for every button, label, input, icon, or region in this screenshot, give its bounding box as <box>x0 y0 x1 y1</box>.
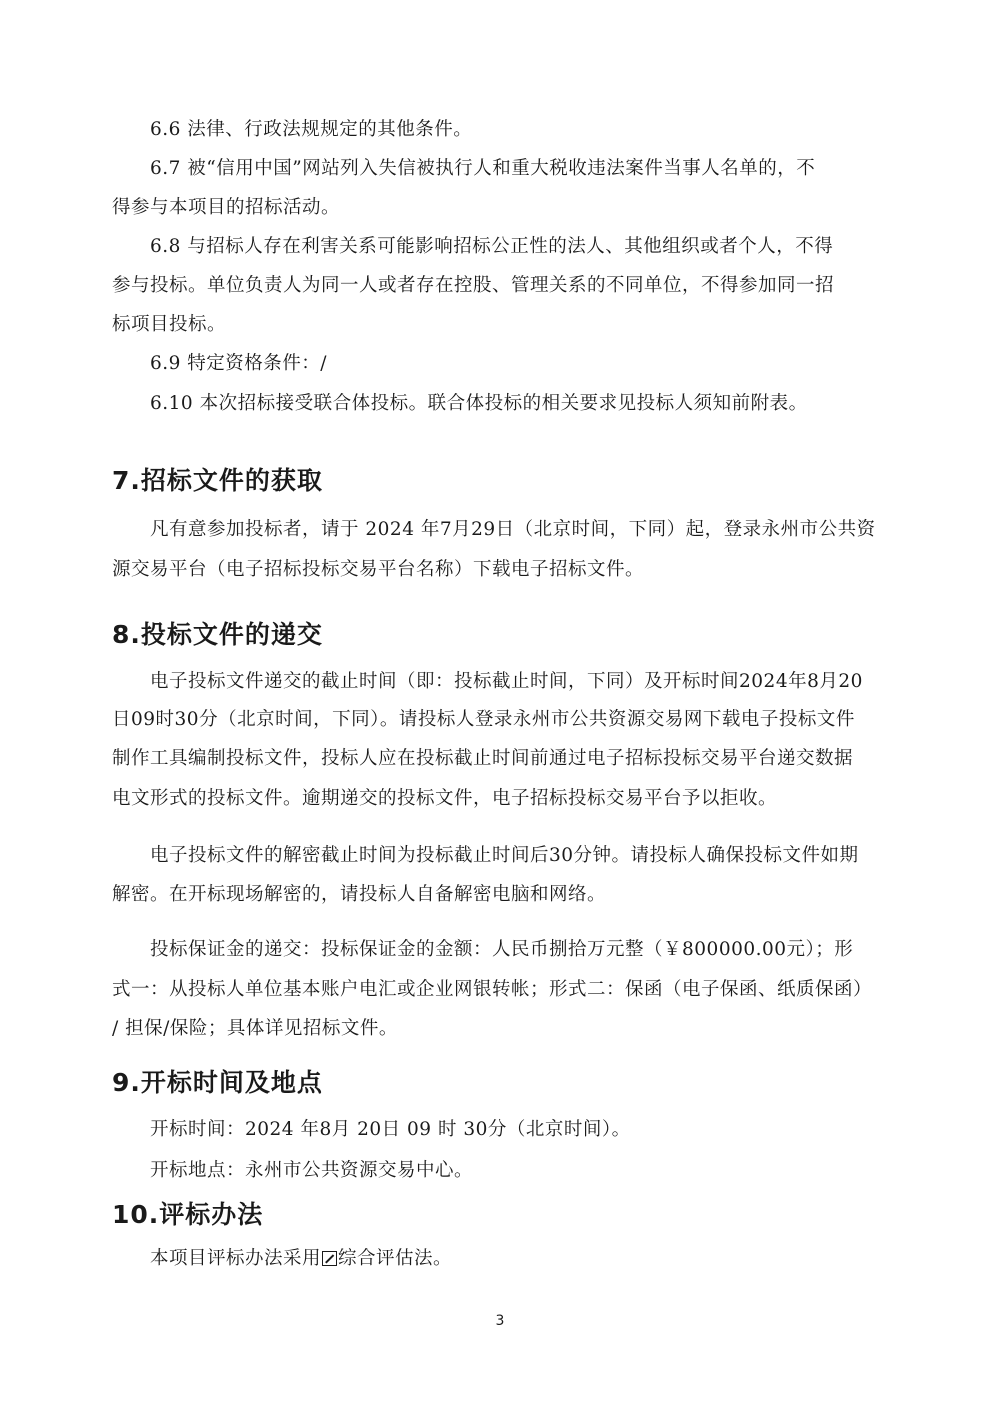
evaluation-method-prefix: 本项目评标办法采用 <box>150 1248 322 1269</box>
clause-6-8-line3: 标项目投标。 <box>112 314 227 335</box>
section-8-heading: 8.投标文件的递交 <box>112 620 323 649</box>
clause-6-6: 6.6 法律、行政法规规定的其他条件。 <box>150 119 473 140</box>
checked-box-icon <box>322 1251 337 1266</box>
section-9-heading: 9.开标时间及地点 <box>112 1068 323 1097</box>
evaluation-method <box>150 1246 452 1272</box>
clause-6-8-line1: 6.8 与招标人存在利害关系可能影响招标公正性的法人、其他组织或者个人，不得 <box>150 236 834 257</box>
clause-6-7-line1: 6.7 被“信用中国”网站列入失信被执行人和重大税收违法案件当事人名单的，不 <box>150 158 816 179</box>
page-number: 3 <box>495 1313 505 1329</box>
clause-6-8-line2: 参与投标。单位负责人为同一人或者存在控股、管理关系的不同单位，不得参加同一招 <box>112 275 835 296</box>
clause-6-7-line2: 得参与本项目的招标活动。 <box>112 197 341 218</box>
clause-6-10: 6.10 本次招标接受联合体投标。联合体投标的相关要求见投标人须知前附表。 <box>150 393 808 414</box>
section-7-heading: 7.招标文件的获取 <box>112 466 323 495</box>
section-8-p2-line2: 解密。在开标现场解密的，请投标人自备解密电脑和网络。 <box>112 884 607 905</box>
opening-place: 开标地点：永州市公共资源交易中心。 <box>150 1160 474 1181</box>
section-8-p1-line3: 制作工具编制投标文件，投标人应在投标截止时间前通过电子招标投标交易平台递交数据 <box>112 748 854 769</box>
section-8-p1-line1: 电子投标文件递交的截止时间（即：投标截止时间，下同）及开标时间2024年8月20 <box>150 671 863 692</box>
section-7-line1: 凡有意参加投标者，请于 2024 年7月29日（北京时间，下同）起，登录永州市公共资 <box>150 519 876 540</box>
section-8-p2-line1: 电子投标文件的解密截止时间为投标截止时间后30分钟。请投标人确保投标文件如期 <box>150 845 859 866</box>
section-7-line2: 源交易平台（电子招标投标交易平台名称）下载电子招标文件。 <box>112 559 645 580</box>
evaluation-method-value: 综合评估法。 <box>338 1248 453 1269</box>
section-8-p3-line3: / 担保/保险；具体详见招标文件。 <box>112 1018 398 1039</box>
section-8-p1-line2: 日09时30分（北京时间，下同）。请投标人登录永州市公共资源交易网下载电子投标文件 <box>112 709 855 730</box>
section-10-heading: 10.评标办法 <box>112 1200 264 1229</box>
section-8-p3-line1: 投标保证金的递交：投标保证金的金额：人民币捌拾万元整（￥800000.00元）；形 <box>150 939 854 960</box>
section-8-p1-line4: 电文形式的投标文件。逾期递交的投标文件，电子招标投标交易平台予以拒收。 <box>112 788 778 809</box>
section-8-p3-line2: 式一：从投标人单位基本账户电汇或企业网银转帐；形式二：保函（电子保函、纸质保函） <box>112 979 873 1000</box>
opening-time: 开标时间：2024 年8月 20日 09 时 30分（北京时间）。 <box>150 1119 631 1140</box>
clause-6-9: 6.9 特定资格条件：/ <box>150 353 328 374</box>
